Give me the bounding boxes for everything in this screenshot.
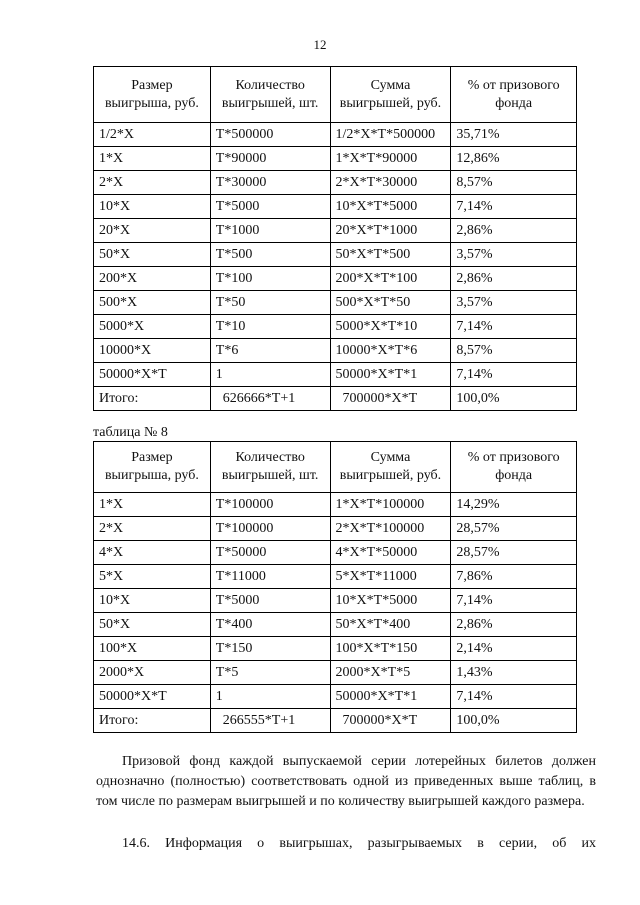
table-row — [94, 267, 577, 291]
cell-count: 1 — [210, 363, 330, 387]
table-row — [94, 493, 577, 517]
prize-table-2 — [93, 441, 577, 733]
section-14-6-text: 14.6. Информация о выигрышах, разыгрываемых в серии, об их — [122, 836, 596, 851]
cell-sum: 500*X*T*50 — [330, 291, 451, 315]
cell-count: T*100000 — [210, 493, 330, 517]
table-row — [94, 541, 577, 565]
cell-count: T*150 — [210, 637, 330, 661]
table-header-row — [94, 442, 577, 493]
cell-sum: 5000*X*T*10 — [330, 315, 451, 339]
header-sum: Сумма выигрышей, руб. — [330, 442, 451, 493]
cell-size: 20*X — [94, 219, 211, 243]
cell-percent: 3,57% — [451, 243, 577, 267]
total-percent: 100,0% — [451, 709, 577, 733]
cell-sum: 1/2*X*T*500000 — [330, 123, 451, 147]
table-row — [94, 589, 577, 613]
cell-sum: 20*X*T*1000 — [330, 219, 451, 243]
cell-count: T*500000 — [210, 123, 330, 147]
cell-percent: 14,29% — [451, 493, 577, 517]
table-row — [94, 565, 577, 589]
table-row — [94, 123, 577, 147]
total-row — [94, 709, 577, 733]
cell-size: 10000*X — [94, 339, 211, 363]
cell-count: 1 — [210, 685, 330, 709]
cell-percent: 2,14% — [451, 637, 577, 661]
total-label: Итого: — [94, 709, 211, 733]
cell-percent: 2,86% — [451, 613, 577, 637]
cell-percent: 12,86% — [451, 147, 577, 171]
cell-count: T*30000 — [210, 171, 330, 195]
cell-size: 50*X — [94, 613, 211, 637]
cell-percent: 7,14% — [451, 589, 577, 613]
table-row — [94, 219, 577, 243]
header-size: Размер выигрыша, руб. — [94, 442, 211, 493]
cell-percent: 7,14% — [451, 315, 577, 339]
table-row — [94, 613, 577, 637]
cell-count: T*1000 — [210, 219, 330, 243]
cell-sum: 10000*X*T*6 — [330, 339, 451, 363]
table-row — [94, 661, 577, 685]
cell-count: T*5000 — [210, 589, 330, 613]
total-count: 626666*T+1 — [210, 387, 330, 411]
table-row — [94, 685, 577, 709]
total-sum: 700000*X*T — [330, 387, 451, 411]
header-percent: % от призового фонда — [451, 442, 577, 493]
cell-size: 1/2*X — [94, 123, 211, 147]
page-number: 12 — [313, 37, 327, 52]
cell-size: 10*X — [94, 589, 211, 613]
cell-sum: 1*X*T*90000 — [330, 147, 451, 171]
cell-sum: 50000*X*T*1 — [330, 685, 451, 709]
cell-count: T*90000 — [210, 147, 330, 171]
cell-count: T*500 — [210, 243, 330, 267]
prize-fund-paragraph: Призовой фонд каждой выпускаемой серии лотерейных билетов должен однозначно (полностью) соответствовать одной из приведенных выше таблиц, в том числе по размерам выигрышей и по количеству выигрышей каждого размера. — [96, 754, 596, 809]
cell-size: 5*X — [94, 565, 211, 589]
cell-count: T*10 — [210, 315, 330, 339]
table-header-row — [94, 67, 577, 123]
cell-sum: 1*X*T*100000 — [330, 493, 451, 517]
cell-percent: 2,86% — [451, 267, 577, 291]
table-row — [94, 243, 577, 267]
cell-size: 5000*X — [94, 315, 211, 339]
cell-count: T*11000 — [210, 565, 330, 589]
table-row — [94, 147, 577, 171]
cell-percent: 7,14% — [451, 363, 577, 387]
table-row — [94, 339, 577, 363]
table-row — [94, 315, 577, 339]
cell-sum: 10*X*T*5000 — [330, 195, 451, 219]
cell-size: 1*X — [94, 493, 211, 517]
cell-count: T*400 — [210, 613, 330, 637]
cell-count: T*50 — [210, 291, 330, 315]
cell-sum: 2*X*T*100000 — [330, 517, 451, 541]
prize-table-1 — [93, 66, 577, 411]
cell-percent: 2,86% — [451, 219, 577, 243]
header-size: Размер выигрыша, руб. — [94, 67, 211, 123]
cell-count: T*5 — [210, 661, 330, 685]
cell-sum: 50*X*T*500 — [330, 243, 451, 267]
cell-percent: 28,57% — [451, 541, 577, 565]
cell-sum: 50*X*T*400 — [330, 613, 451, 637]
cell-percent: 7,14% — [451, 195, 577, 219]
table-row — [94, 291, 577, 315]
cell-count: T*100000 — [210, 517, 330, 541]
table-row — [94, 637, 577, 661]
cell-sum: 2000*X*T*5 — [330, 661, 451, 685]
table-row — [94, 195, 577, 219]
header-count: Количество выигрышей, шт. — [210, 67, 330, 123]
cell-percent: 8,57% — [451, 171, 577, 195]
cell-percent: 1,43% — [451, 661, 577, 685]
cell-size: 10*X — [94, 195, 211, 219]
cell-size: 1*X — [94, 147, 211, 171]
total-label: Итого: — [94, 387, 211, 411]
total-count: 266555*T+1 — [210, 709, 330, 733]
cell-percent: 7,14% — [451, 685, 577, 709]
total-percent: 100,0% — [451, 387, 577, 411]
cell-sum: 200*X*T*100 — [330, 267, 451, 291]
total-sum: 700000*X*T — [330, 709, 451, 733]
header-percent: % от призового фонда — [451, 67, 577, 123]
cell-count: T*100 — [210, 267, 330, 291]
cell-size: 2*X — [94, 171, 211, 195]
cell-size: 2000*X — [94, 661, 211, 685]
cell-percent: 3,57% — [451, 291, 577, 315]
cell-size: 100*X — [94, 637, 211, 661]
table-row — [94, 363, 577, 387]
table-row — [94, 171, 577, 195]
cell-percent: 7,86% — [451, 565, 577, 589]
cell-count: T*6 — [210, 339, 330, 363]
cell-sum: 5*X*T*11000 — [330, 565, 451, 589]
cell-sum: 100*X*T*150 — [330, 637, 451, 661]
cell-count: T*5000 — [210, 195, 330, 219]
cell-percent: 8,57% — [451, 339, 577, 363]
cell-size: 4*X — [94, 541, 211, 565]
cell-percent: 35,71% — [451, 123, 577, 147]
total-row — [94, 387, 577, 411]
header-sum: Сумма выигрышей, руб. — [330, 67, 451, 123]
table-row — [94, 517, 577, 541]
cell-size: 200*X — [94, 267, 211, 291]
cell-size: 2*X — [94, 517, 211, 541]
cell-size: 500*X — [94, 291, 211, 315]
cell-sum: 50000*X*T*1 — [330, 363, 451, 387]
cell-sum: 10*X*T*5000 — [330, 589, 451, 613]
header-count: Количество выигрышей, шт. — [210, 442, 330, 493]
cell-count: T*50000 — [210, 541, 330, 565]
cell-size: 50000*X*T — [94, 363, 211, 387]
cell-sum: 2*X*T*30000 — [330, 171, 451, 195]
cell-sum: 4*X*T*50000 — [330, 541, 451, 565]
cell-percent: 28,57% — [451, 517, 577, 541]
table-caption: таблица № 8 — [93, 425, 168, 440]
cell-size: 50*X — [94, 243, 211, 267]
cell-size: 50000*X*T — [94, 685, 211, 709]
